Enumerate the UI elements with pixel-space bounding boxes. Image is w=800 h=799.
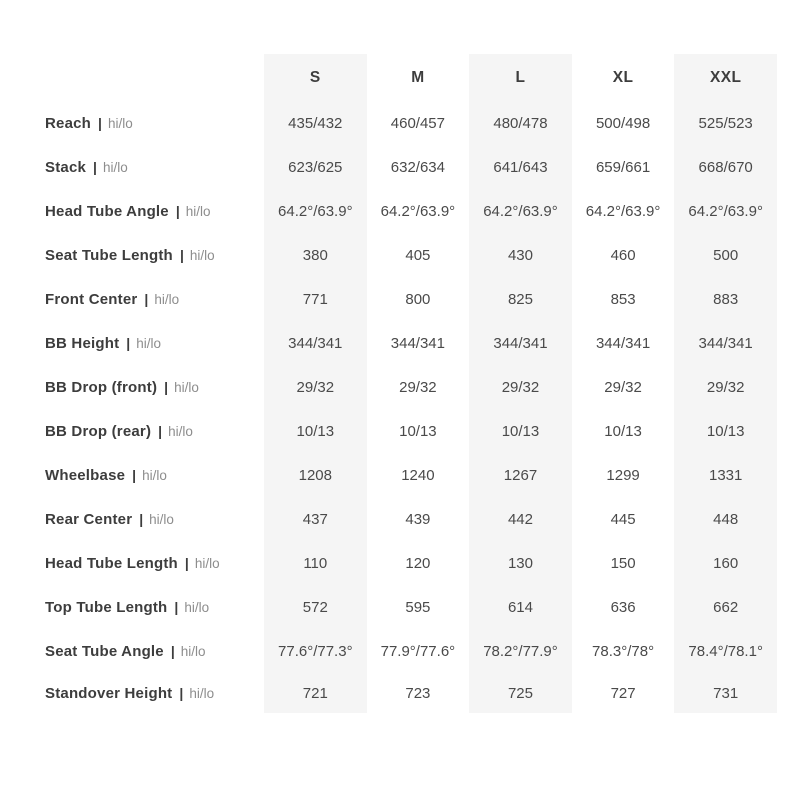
row-label-text: Head Tube Length bbox=[45, 554, 178, 572]
table-cell: 29/32 bbox=[399, 378, 437, 396]
table-cell: 150 bbox=[610, 554, 636, 572]
table-cell: 10/13 bbox=[399, 422, 437, 440]
row-label-head-tube-length bbox=[0, 541, 264, 585]
row-label-text: Wheelbase bbox=[45, 466, 126, 484]
label-separator: | bbox=[158, 423, 163, 439]
table-cell: 572 bbox=[264, 585, 367, 629]
table-cell: 731 bbox=[674, 673, 777, 713]
table-cell: 614 bbox=[469, 585, 572, 629]
row-label-text: Stack bbox=[45, 158, 87, 176]
table-cell: 344/341 bbox=[595, 334, 651, 352]
row-label-text: Front Center bbox=[45, 290, 138, 308]
hi-lo-label: hi/lo bbox=[174, 379, 199, 395]
table-cell: 64.2°/63.9° bbox=[380, 202, 456, 220]
row-label-top-tube-length bbox=[0, 585, 264, 629]
hi-lo-label: hi/lo bbox=[142, 467, 167, 483]
table-cell: 448 bbox=[674, 497, 777, 541]
label-separator: | bbox=[144, 291, 149, 307]
table-cell: 29/32 bbox=[674, 365, 777, 409]
label-separator: | bbox=[179, 247, 184, 263]
row-label-text: Seat Tube Angle bbox=[45, 642, 164, 660]
table-cell: 460/457 bbox=[390, 114, 445, 132]
table-cell: 10/13 bbox=[674, 409, 777, 453]
row-label-text: Head Tube Angle bbox=[45, 202, 169, 220]
hi-lo-label: hi/lo bbox=[184, 599, 210, 615]
table-cell: 437 bbox=[264, 497, 367, 541]
table-cell: 78.3°/78° bbox=[592, 642, 655, 660]
table-cell: 1299 bbox=[606, 466, 640, 484]
row-label-standover-height bbox=[0, 673, 264, 713]
label-separator: | bbox=[132, 467, 137, 483]
row-label-text: Seat Tube Length bbox=[45, 246, 173, 264]
row-label-text: BB Drop (front) bbox=[45, 378, 158, 396]
table-cell: 430 bbox=[469, 233, 572, 277]
row-label-seat-tube-length bbox=[0, 233, 264, 277]
row-label-rear-center bbox=[0, 497, 264, 541]
table-cell: 641/643 bbox=[469, 145, 572, 189]
table-cell: 10/13 bbox=[469, 409, 572, 453]
row-label-text: Rear Center bbox=[45, 510, 133, 528]
label-separator: | bbox=[164, 379, 169, 395]
row-label-head-tube-angle bbox=[0, 189, 264, 233]
table-cell: 480/478 bbox=[469, 101, 572, 145]
row-label-text: BB Height bbox=[45, 334, 120, 352]
row-label-wheelbase bbox=[0, 453, 264, 497]
table-cell: 636 bbox=[610, 598, 636, 616]
table-cell: 120 bbox=[405, 554, 431, 572]
table-cell: 439 bbox=[405, 510, 431, 528]
table-cell: 10/13 bbox=[264, 409, 367, 453]
table-cell: 380 bbox=[264, 233, 367, 277]
hi-lo-label: hi/lo bbox=[102, 159, 128, 175]
table-cell: 725 bbox=[469, 673, 572, 713]
table-cell: 853 bbox=[610, 290, 636, 308]
column-header-l: L bbox=[469, 54, 572, 101]
table-cell: 442 bbox=[469, 497, 572, 541]
hi-lo-label: hi/lo bbox=[194, 555, 220, 571]
row-label-seat-tube-angle bbox=[0, 629, 264, 673]
column-header-s: S bbox=[264, 54, 367, 101]
hi-lo-label: hi/lo bbox=[185, 203, 211, 219]
table-cell: 771 bbox=[264, 277, 367, 321]
table-cell: 160 bbox=[674, 541, 777, 585]
table-cell: 800 bbox=[405, 290, 431, 308]
row-label-text: Reach bbox=[45, 114, 92, 132]
table-cell: 883 bbox=[674, 277, 777, 321]
hi-lo-label: hi/lo bbox=[107, 115, 133, 131]
table-cell: 727 bbox=[610, 684, 636, 702]
row-label-front-center bbox=[0, 277, 264, 321]
table-cell: 344/341 bbox=[469, 321, 572, 365]
row-label-bb-drop-front bbox=[0, 365, 264, 409]
row-label-text: Top Tube Length bbox=[45, 598, 168, 616]
table-cell: 78.2°/77.9° bbox=[469, 629, 572, 673]
table-cell: 435/432 bbox=[264, 101, 367, 145]
row-label-reach bbox=[0, 101, 264, 145]
hi-lo-label: hi/lo bbox=[136, 335, 161, 351]
table-cell: 110 bbox=[264, 541, 367, 585]
table-cell: 662 bbox=[674, 585, 777, 629]
label-separator: | bbox=[98, 115, 102, 131]
table-cell: 405 bbox=[405, 246, 431, 264]
table-cell: 623/625 bbox=[264, 145, 367, 189]
table-cell: 525/523 bbox=[674, 101, 777, 145]
table-cell: 500 bbox=[674, 233, 777, 277]
table-cell: 130 bbox=[469, 541, 572, 585]
table-cell: 29/32 bbox=[469, 365, 572, 409]
table-cell: 632/634 bbox=[390, 158, 445, 176]
label-separator: | bbox=[174, 599, 179, 615]
table-cell: 1208 bbox=[264, 453, 367, 497]
table-cell: 64.2°/63.9° bbox=[674, 189, 777, 233]
row-label-text: Standover Height bbox=[45, 684, 173, 702]
label-separator: | bbox=[175, 203, 180, 219]
table-cell: 1240 bbox=[401, 466, 435, 484]
label-separator: | bbox=[126, 335, 131, 351]
table-cell: 64.2°/63.9° bbox=[469, 189, 572, 233]
column-header-xxl: XXL bbox=[674, 54, 777, 101]
table-cell: 445 bbox=[610, 510, 636, 528]
label-separator: | bbox=[184, 555, 189, 571]
hi-lo-label: hi/lo bbox=[189, 685, 215, 701]
table-cell: 64.2°/63.9° bbox=[585, 202, 661, 220]
hi-lo-label: hi/lo bbox=[149, 511, 174, 527]
header-spacer bbox=[0, 54, 264, 101]
table-cell: 77.6°/77.3° bbox=[264, 629, 367, 673]
geometry-table bbox=[0, 54, 777, 713]
table-cell: 595 bbox=[405, 598, 431, 616]
table-cell: 1331 bbox=[674, 453, 777, 497]
row-label-bb-height bbox=[0, 321, 264, 365]
table-cell: 668/670 bbox=[674, 145, 777, 189]
table-cell: 29/32 bbox=[264, 365, 367, 409]
label-separator: | bbox=[139, 511, 144, 527]
label-separator: | bbox=[170, 643, 175, 659]
table-cell: 723 bbox=[405, 684, 431, 702]
table-cell: 460 bbox=[610, 246, 636, 264]
table-cell: 344/341 bbox=[390, 334, 445, 352]
table-cell: 29/32 bbox=[604, 378, 642, 396]
column-header-m: M bbox=[411, 68, 425, 86]
table-cell: 659/661 bbox=[595, 158, 651, 176]
row-label-text: BB Drop (rear) bbox=[45, 422, 152, 440]
table-cell: 10/13 bbox=[604, 422, 642, 440]
label-separator: | bbox=[93, 159, 97, 175]
table-cell: 721 bbox=[264, 673, 367, 713]
table-cell: 825 bbox=[469, 277, 572, 321]
table-cell: 500/498 bbox=[595, 114, 651, 132]
row-label-stack bbox=[0, 145, 264, 189]
table-cell: 344/341 bbox=[674, 321, 777, 365]
label-separator: | bbox=[179, 685, 184, 701]
table-cell: 78.4°/78.1° bbox=[674, 629, 777, 673]
row-label-bb-drop-rear bbox=[0, 409, 264, 453]
hi-lo-label: hi/lo bbox=[154, 291, 180, 307]
table-cell: 344/341 bbox=[264, 321, 367, 365]
table-cell: 1267 bbox=[469, 453, 572, 497]
column-header-xl: XL bbox=[612, 68, 634, 86]
table-cell: 64.2°/63.9° bbox=[264, 189, 367, 233]
hi-lo-label: hi/lo bbox=[168, 423, 193, 439]
hi-lo-label: hi/lo bbox=[180, 643, 206, 659]
table-cell: 77.9°/77.6° bbox=[380, 642, 456, 660]
hi-lo-label: hi/lo bbox=[189, 247, 215, 263]
